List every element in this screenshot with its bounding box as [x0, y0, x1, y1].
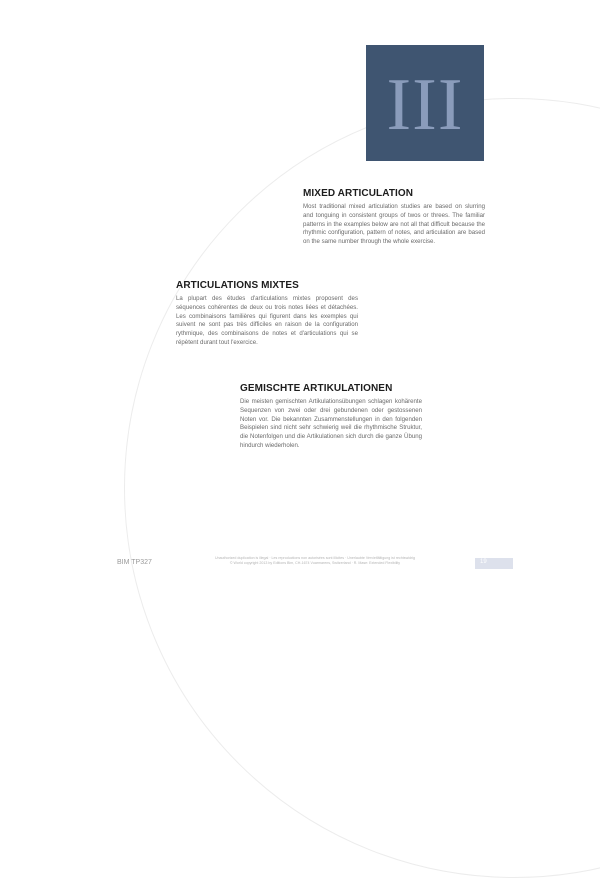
copyright-line-1: Unauthorized duplication is illegal · Les reproductions non autorisées sont illicites · Unerlaubte Vervielfältigung ist rechtswidrig: [215, 556, 415, 560]
section-body-german: Die meisten gemischten Artikulationsübungen schlagen kohärente Sequenzen von zwei oder drei gebundenen oder gestossenen Noten vor. Die bekannten Zusammenstellungen in den folgenden Beispielen sind nicht sehr schwierig weil die rhythmische Struktur, die Notenfolgen und die Artikulationen sich durch die ganze Übung hindurch wiederholen.: [240, 398, 422, 449]
section-body-english: Most traditional mixed articulation studies are based on slurring and tonguing in consistent groups of twos or threes. The familiar patterns in the examples below are not all that difficult because the rhythmic configuration, pattern of notes, and articulation are based on the same number through the whole exercise.: [303, 203, 485, 246]
section-english: [303, 188, 485, 247]
chapter-numeral-box: [366, 45, 484, 161]
catalog-code: BIM TP327: [117, 559, 152, 566]
page-number-box: [475, 558, 513, 569]
section-title-french: ARTICULATIONS MIXTES: [176, 280, 299, 291]
chapter-numeral: III: [386, 64, 464, 146]
copyright-line-2: © World copyright 2013 by Editions Bim, CH-1674 Vuarmarens, Switzerland · R. Mase: Extended Flexibility: [229, 561, 401, 566]
section-body-french: La plupart des études d'articulations mixtes proposent des séquences cohérentes de deux ou trois notes liées et détachées. Les combinaisons familières qui figurent dans les exemples qui suivent ne sont pas très difficiles en raison de la configuration rythmique, des combinaisons de notes et d'articulations qui se répètent durant tout l'exercice.: [176, 295, 358, 346]
copyright-notice: [180, 556, 450, 566]
section-french: [176, 280, 358, 348]
section-german: [240, 383, 422, 451]
section-title-english: MIXED ARTICULATION: [303, 188, 414, 199]
section-title-german: GEMISCHTE ARTIKULATIONEN: [240, 383, 393, 394]
page-number: 19: [480, 559, 487, 565]
